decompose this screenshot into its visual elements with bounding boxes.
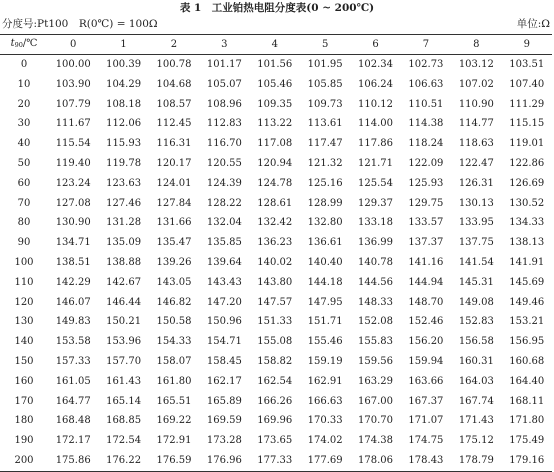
resistance-cell: 135.47 <box>156 237 192 249</box>
column-header: 3 <box>199 35 249 55</box>
resistance-cell: 155.08 <box>257 336 293 348</box>
resistance-cell: 137.75 <box>458 237 494 249</box>
resistance-cell: 167.00 <box>358 395 394 407</box>
resistance-cell: 168.11 <box>509 395 545 407</box>
resistance-cell: 172.54 <box>106 435 142 447</box>
table-row <box>0 213 552 233</box>
resistance-cell: 177.69 <box>300 451 350 471</box>
resistance-cell: 150.58 <box>156 316 192 328</box>
resistance-cell: 107.02 <box>458 78 494 90</box>
temperature-cell: 80 <box>17 217 31 229</box>
resistance-cell: 139.26 <box>156 256 192 268</box>
table-row <box>0 332 552 352</box>
resistance-cell: 146.07 <box>55 296 91 308</box>
resistance-cell: 114.38 <box>408 118 444 130</box>
resistance-cell: 116.31 <box>156 138 192 150</box>
resistance-cell: 107.40 <box>509 78 545 90</box>
resistance-cell: 157.33 <box>55 355 91 367</box>
resistance-cell: 101.17 <box>206 59 242 70</box>
resistance-cell: 117.86 <box>358 138 394 150</box>
table-row <box>0 253 552 273</box>
resistance-cell: 151.33 <box>257 316 293 328</box>
resistance-cell: 153.21 <box>509 316 545 328</box>
resistance-cell: 162.54 <box>257 375 293 387</box>
resistance-cell: 125.93 <box>408 177 444 189</box>
resistance-cell: 106.63 <box>408 78 444 90</box>
resistance-cell: 175.12 <box>458 435 494 447</box>
resistance-cell: 151.71 <box>307 316 343 328</box>
resistance-cell: 154.71 <box>206 336 242 348</box>
resistance-cell: 139.64 <box>206 256 242 268</box>
resistance-cell: 169.96 <box>257 415 293 427</box>
resistance-cell: 103.90 <box>55 78 91 90</box>
column-header: 8 <box>451 35 501 55</box>
resistance-cell: 132.42 <box>257 217 293 229</box>
resistance-cell: 150.96 <box>206 316 242 328</box>
resistance-cell: 132.80 <box>307 217 343 229</box>
resistance-cell: 138.51 <box>55 256 91 268</box>
resistance-cell: 149.83 <box>55 316 91 328</box>
resistance-cell: 150.21 <box>106 316 142 328</box>
resistance-cell: 138.13 <box>509 237 545 249</box>
resistance-cell: 144.18 <box>307 276 343 288</box>
column-header: 2 <box>149 35 199 55</box>
table-title: 表 1 工业铂热电阻分度表(0 ~ 200℃) <box>179 2 375 14</box>
resistance-cell: 161.80 <box>156 375 192 387</box>
temperature-cell: 10 <box>17 78 31 90</box>
table-row <box>0 312 552 332</box>
column-header: 0 <box>48 35 98 55</box>
resistance-cell: 153.58 <box>55 336 91 348</box>
resistance-cell: 142.67 <box>106 276 142 288</box>
resistance-cell: 111.29 <box>509 98 545 110</box>
temperature-cell: 0 <box>20 59 28 70</box>
resistance-cell: 110.51 <box>408 98 444 110</box>
resistance-cell: 124.01 <box>156 177 192 189</box>
resistance-cell: 126.31 <box>458 177 494 189</box>
resistance-cell: 132.04 <box>206 217 242 229</box>
resistance-cell: 154.33 <box>156 336 192 348</box>
resistance-cell: 163.66 <box>408 375 444 387</box>
resistance-cell: 123.63 <box>106 177 142 189</box>
resistance-cell: 110.12 <box>358 98 394 110</box>
table-row <box>0 372 552 392</box>
unit-label: 单位:Ω <box>516 18 550 30</box>
resistance-cell: 172.17 <box>55 435 91 447</box>
resistance-cell: 120.94 <box>257 157 293 169</box>
resistance-cell: 140.02 <box>257 256 293 268</box>
resistance-cell: 156.95 <box>509 336 545 348</box>
resistance-cell: 178.79 <box>451 451 501 471</box>
resistance-cell: 138.88 <box>106 256 142 268</box>
resistance-cell: 100.00 <box>55 59 91 70</box>
resistance-cell: 171.43 <box>458 415 494 427</box>
resistance-cell: 103.51 <box>509 59 545 70</box>
resistance-table <box>0 34 552 472</box>
resistance-cell: 115.15 <box>509 118 545 130</box>
column-header: 6 <box>350 35 400 55</box>
resistance-cell: 165.14 <box>106 395 142 407</box>
temperature-cell: 170 <box>14 395 34 407</box>
resistance-cell: 167.37 <box>408 395 444 407</box>
table-row <box>0 154 552 174</box>
table-row <box>0 114 552 134</box>
table-row <box>0 134 552 154</box>
resistance-cell: 140.78 <box>358 256 394 268</box>
resistance-cell: 116.70 <box>206 138 242 150</box>
resistance-cell: 120.55 <box>206 157 242 169</box>
resistance-cell: 121.71 <box>358 157 394 169</box>
resistance-cell: 145.31 <box>458 276 494 288</box>
column-header: 7 <box>401 35 451 55</box>
resistance-cell: 119.78 <box>106 157 142 169</box>
resistance-cell: 176.59 <box>149 451 199 471</box>
resistance-cell: 113.22 <box>257 118 293 130</box>
resistance-cell: 146.44 <box>106 296 142 308</box>
resistance-cell: 108.96 <box>206 98 242 110</box>
temperature-cell: 150 <box>14 355 34 367</box>
table-row <box>0 392 552 412</box>
header-row <box>0 35 552 55</box>
resistance-cell: 120.17 <box>156 157 192 169</box>
temperature-cell: 120 <box>14 296 34 308</box>
resistance-cell: 155.46 <box>307 336 343 348</box>
resistance-cell: 126.69 <box>509 177 545 189</box>
resistance-cell: 101.56 <box>257 59 293 70</box>
resistance-cell: 164.03 <box>458 375 494 387</box>
table-row <box>0 451 552 471</box>
resistance-cell: 175.86 <box>48 451 98 471</box>
resistance-cell: 101.95 <box>307 59 343 70</box>
index-number-label: 分度号:Pt100 R(0℃) = 100Ω <box>2 18 158 30</box>
resistance-cell: 122.47 <box>458 157 494 169</box>
resistance-cell: 103.12 <box>458 59 494 70</box>
resistance-cell: 143.43 <box>206 276 242 288</box>
column-header: 9 <box>502 35 552 55</box>
resistance-cell: 112.45 <box>156 118 192 130</box>
resistance-cell: 147.20 <box>206 296 242 308</box>
resistance-cell: 170.70 <box>358 415 394 427</box>
resistance-cell: 177.33 <box>250 451 300 471</box>
resistance-cell: 172.91 <box>156 435 192 447</box>
resistance-cell: 134.71 <box>55 237 91 249</box>
resistance-cell: 117.47 <box>307 138 343 150</box>
resistance-cell: 156.20 <box>408 336 444 348</box>
temperature-cell: 90 <box>17 237 31 249</box>
temperature-cell: 40 <box>17 138 31 150</box>
table-row <box>0 75 552 95</box>
resistance-cell: 115.54 <box>55 138 91 150</box>
resistance-cell: 178.06 <box>350 451 400 471</box>
resistance-cell: 133.95 <box>458 217 494 229</box>
resistance-cell: 130.90 <box>55 217 91 229</box>
temperature-cell: 100 <box>14 256 34 268</box>
resistance-cell: 111.67 <box>55 118 91 130</box>
resistance-cell: 104.29 <box>106 78 142 90</box>
resistance-cell: 128.61 <box>257 197 293 209</box>
resistance-cell: 147.95 <box>307 296 343 308</box>
resistance-cell: 140.40 <box>307 256 343 268</box>
resistance-cell: 152.83 <box>458 316 494 328</box>
temperature-cell: 30 <box>17 118 31 130</box>
resistance-cell: 173.28 <box>206 435 242 447</box>
table-row <box>0 194 552 214</box>
resistance-cell: 149.46 <box>509 296 545 308</box>
resistance-cell: 153.96 <box>106 336 142 348</box>
resistance-cell: 162.91 <box>307 375 343 387</box>
resistance-cell: 174.75 <box>408 435 444 447</box>
resistance-cell: 144.56 <box>358 276 394 288</box>
resistance-cell: 166.26 <box>257 395 293 407</box>
resistance-cell: 165.51 <box>156 395 192 407</box>
resistance-cell: 161.43 <box>106 375 142 387</box>
resistance-cell: 107.79 <box>55 98 91 110</box>
resistance-cell: 105.07 <box>206 78 242 90</box>
temperature-cell: 180 <box>14 415 34 427</box>
column-header: 5 <box>300 35 350 55</box>
resistance-cell: 143.05 <box>156 276 192 288</box>
resistance-cell: 112.06 <box>106 118 142 130</box>
resistance-cell: 128.22 <box>206 197 242 209</box>
resistance-cell: 176.96 <box>199 451 249 471</box>
table-row <box>0 352 552 372</box>
resistance-cell: 169.22 <box>156 415 192 427</box>
resistance-cell: 133.57 <box>408 217 444 229</box>
resistance-cell: 113.61 <box>307 118 343 130</box>
resistance-cell: 130.13 <box>458 197 494 209</box>
resistance-cell: 108.57 <box>156 98 192 110</box>
resistance-cell: 124.78 <box>257 177 293 189</box>
resistance-cell: 162.17 <box>206 375 242 387</box>
resistance-cell: 105.85 <box>307 78 343 90</box>
resistance-cell: 114.77 <box>458 118 494 130</box>
resistance-cell: 171.07 <box>408 415 444 427</box>
resistance-cell: 174.02 <box>307 435 343 447</box>
resistance-cell: 161.05 <box>55 375 91 387</box>
resistance-cell: 133.18 <box>358 217 394 229</box>
resistance-cell: 164.40 <box>509 375 545 387</box>
resistance-cell: 124.39 <box>206 177 242 189</box>
table-body <box>0 55 552 472</box>
resistance-cell: 122.86 <box>509 157 545 169</box>
temperature-cell: 200 <box>0 451 48 471</box>
resistance-cell: 155.83 <box>358 336 394 348</box>
table-row <box>0 273 552 293</box>
resistance-cell: 102.73 <box>408 59 444 70</box>
resistance-cell: 115.93 <box>106 138 142 150</box>
resistance-cell: 136.99 <box>358 237 394 249</box>
resistance-cell: 136.61 <box>307 237 343 249</box>
temperature-column-header: t90/℃ <box>0 35 48 55</box>
resistance-cell: 135.85 <box>206 237 242 249</box>
table-row <box>0 233 552 253</box>
table-row <box>0 293 552 313</box>
resistance-cell: 144.94 <box>408 276 444 288</box>
resistance-cell: 127.46 <box>106 197 142 209</box>
resistance-cell: 174.38 <box>358 435 394 447</box>
resistance-cell: 127.84 <box>156 197 192 209</box>
resistance-cell: 170.33 <box>307 415 343 427</box>
resistance-cell: 129.37 <box>358 197 394 209</box>
resistance-cell: 127.08 <box>55 197 91 209</box>
resistance-cell: 173.65 <box>257 435 293 447</box>
resistance-cell: 175.49 <box>509 435 545 447</box>
resistance-cell: 152.08 <box>358 316 394 328</box>
table-row <box>0 55 552 75</box>
resistance-cell: 130.52 <box>509 197 545 209</box>
temperature-cell: 70 <box>17 197 31 209</box>
resistance-cell: 160.31 <box>458 355 494 367</box>
table-row <box>0 95 552 115</box>
temperature-cell: 130 <box>14 316 34 328</box>
resistance-cell: 141.16 <box>408 256 444 268</box>
resistance-cell: 125.16 <box>307 177 343 189</box>
resistance-cell: 145.69 <box>509 276 545 288</box>
resistance-cell: 149.08 <box>458 296 494 308</box>
resistance-cell: 118.63 <box>458 138 494 150</box>
resistance-cell: 105.46 <box>257 78 293 90</box>
resistance-cell: 131.66 <box>156 217 192 229</box>
resistance-cell: 141.91 <box>509 256 545 268</box>
resistance-cell: 157.70 <box>106 355 142 367</box>
resistance-cell: 119.01 <box>509 138 545 150</box>
resistance-cell: 158.82 <box>257 355 293 367</box>
resistance-cell: 178.43 <box>401 451 451 471</box>
resistance-cell: 159.19 <box>307 355 343 367</box>
resistance-cell: 179.16 <box>502 451 552 471</box>
resistance-cell: 109.35 <box>257 98 293 110</box>
resistance-cell: 168.85 <box>106 415 142 427</box>
resistance-cell: 168.48 <box>55 415 91 427</box>
resistance-cell: 159.94 <box>408 355 444 367</box>
resistance-cell: 110.90 <box>458 98 494 110</box>
table-subheading <box>2 17 550 31</box>
resistance-cell: 176.22 <box>98 451 148 471</box>
resistance-cell: 117.08 <box>257 138 293 150</box>
resistance-cell: 146.82 <box>156 296 192 308</box>
temperature-cell: 50 <box>17 157 31 169</box>
resistance-cell: 121.32 <box>307 157 343 169</box>
column-header: 4 <box>250 35 300 55</box>
resistance-cell: 112.83 <box>206 118 242 130</box>
temperature-cell: 20 <box>17 98 31 110</box>
resistance-cell: 104.68 <box>156 78 192 90</box>
resistance-cell: 158.07 <box>156 355 192 367</box>
resistance-cell: 134.33 <box>509 217 545 229</box>
resistance-cell: 165.89 <box>206 395 242 407</box>
resistance-cell: 128.99 <box>307 197 343 209</box>
temperature-cell: 60 <box>17 177 31 189</box>
resistance-cell: 131.28 <box>106 217 142 229</box>
resistance-cell: 166.63 <box>307 395 343 407</box>
resistance-cell: 136.23 <box>257 237 293 249</box>
temperature-cell: 190 <box>14 435 34 447</box>
resistance-cell: 169.59 <box>206 415 242 427</box>
resistance-cell: 137.37 <box>408 237 444 249</box>
resistance-cell: 122.09 <box>408 157 444 169</box>
resistance-cell: 141.54 <box>458 256 494 268</box>
resistance-cell: 171.80 <box>509 415 545 427</box>
resistance-cell: 108.18 <box>106 98 142 110</box>
resistance-cell: 163.29 <box>358 375 394 387</box>
resistance-cell: 152.46 <box>408 316 444 328</box>
temperature-cell: 160 <box>14 375 34 387</box>
resistance-cell: 109.73 <box>307 98 343 110</box>
resistance-cell: 159.56 <box>358 355 394 367</box>
resistance-cell: 158.45 <box>206 355 242 367</box>
resistance-cell: 102.34 <box>358 59 394 70</box>
resistance-cell: 125.54 <box>358 177 394 189</box>
temperature-cell: 140 <box>14 336 34 348</box>
resistance-cell: 148.33 <box>358 296 394 308</box>
resistance-cell: 119.40 <box>55 157 91 169</box>
table-row <box>0 411 552 431</box>
column-header: 1 <box>98 35 148 55</box>
resistance-cell: 135.09 <box>106 237 142 249</box>
resistance-cell: 100.78 <box>156 59 192 70</box>
resistance-cell: 164.77 <box>55 395 91 407</box>
resistance-cell: 147.57 <box>257 296 293 308</box>
resistance-cell: 118.24 <box>408 138 444 150</box>
resistance-cell: 100.39 <box>106 59 142 70</box>
table-row <box>0 431 552 451</box>
resistance-cell: 167.74 <box>458 395 494 407</box>
resistance-cell: 106.24 <box>358 78 394 90</box>
resistance-cell: 143.80 <box>257 276 293 288</box>
resistance-cell: 160.68 <box>509 355 545 367</box>
temperature-cell: 110 <box>14 276 34 288</box>
resistance-cell: 114.00 <box>358 118 394 130</box>
table-row <box>0 174 552 194</box>
resistance-cell: 129.75 <box>408 197 444 209</box>
resistance-cell: 156.58 <box>458 336 494 348</box>
resistance-cell: 142.29 <box>55 276 91 288</box>
resistance-cell: 123.24 <box>55 177 91 189</box>
resistance-cell: 148.70 <box>408 296 444 308</box>
